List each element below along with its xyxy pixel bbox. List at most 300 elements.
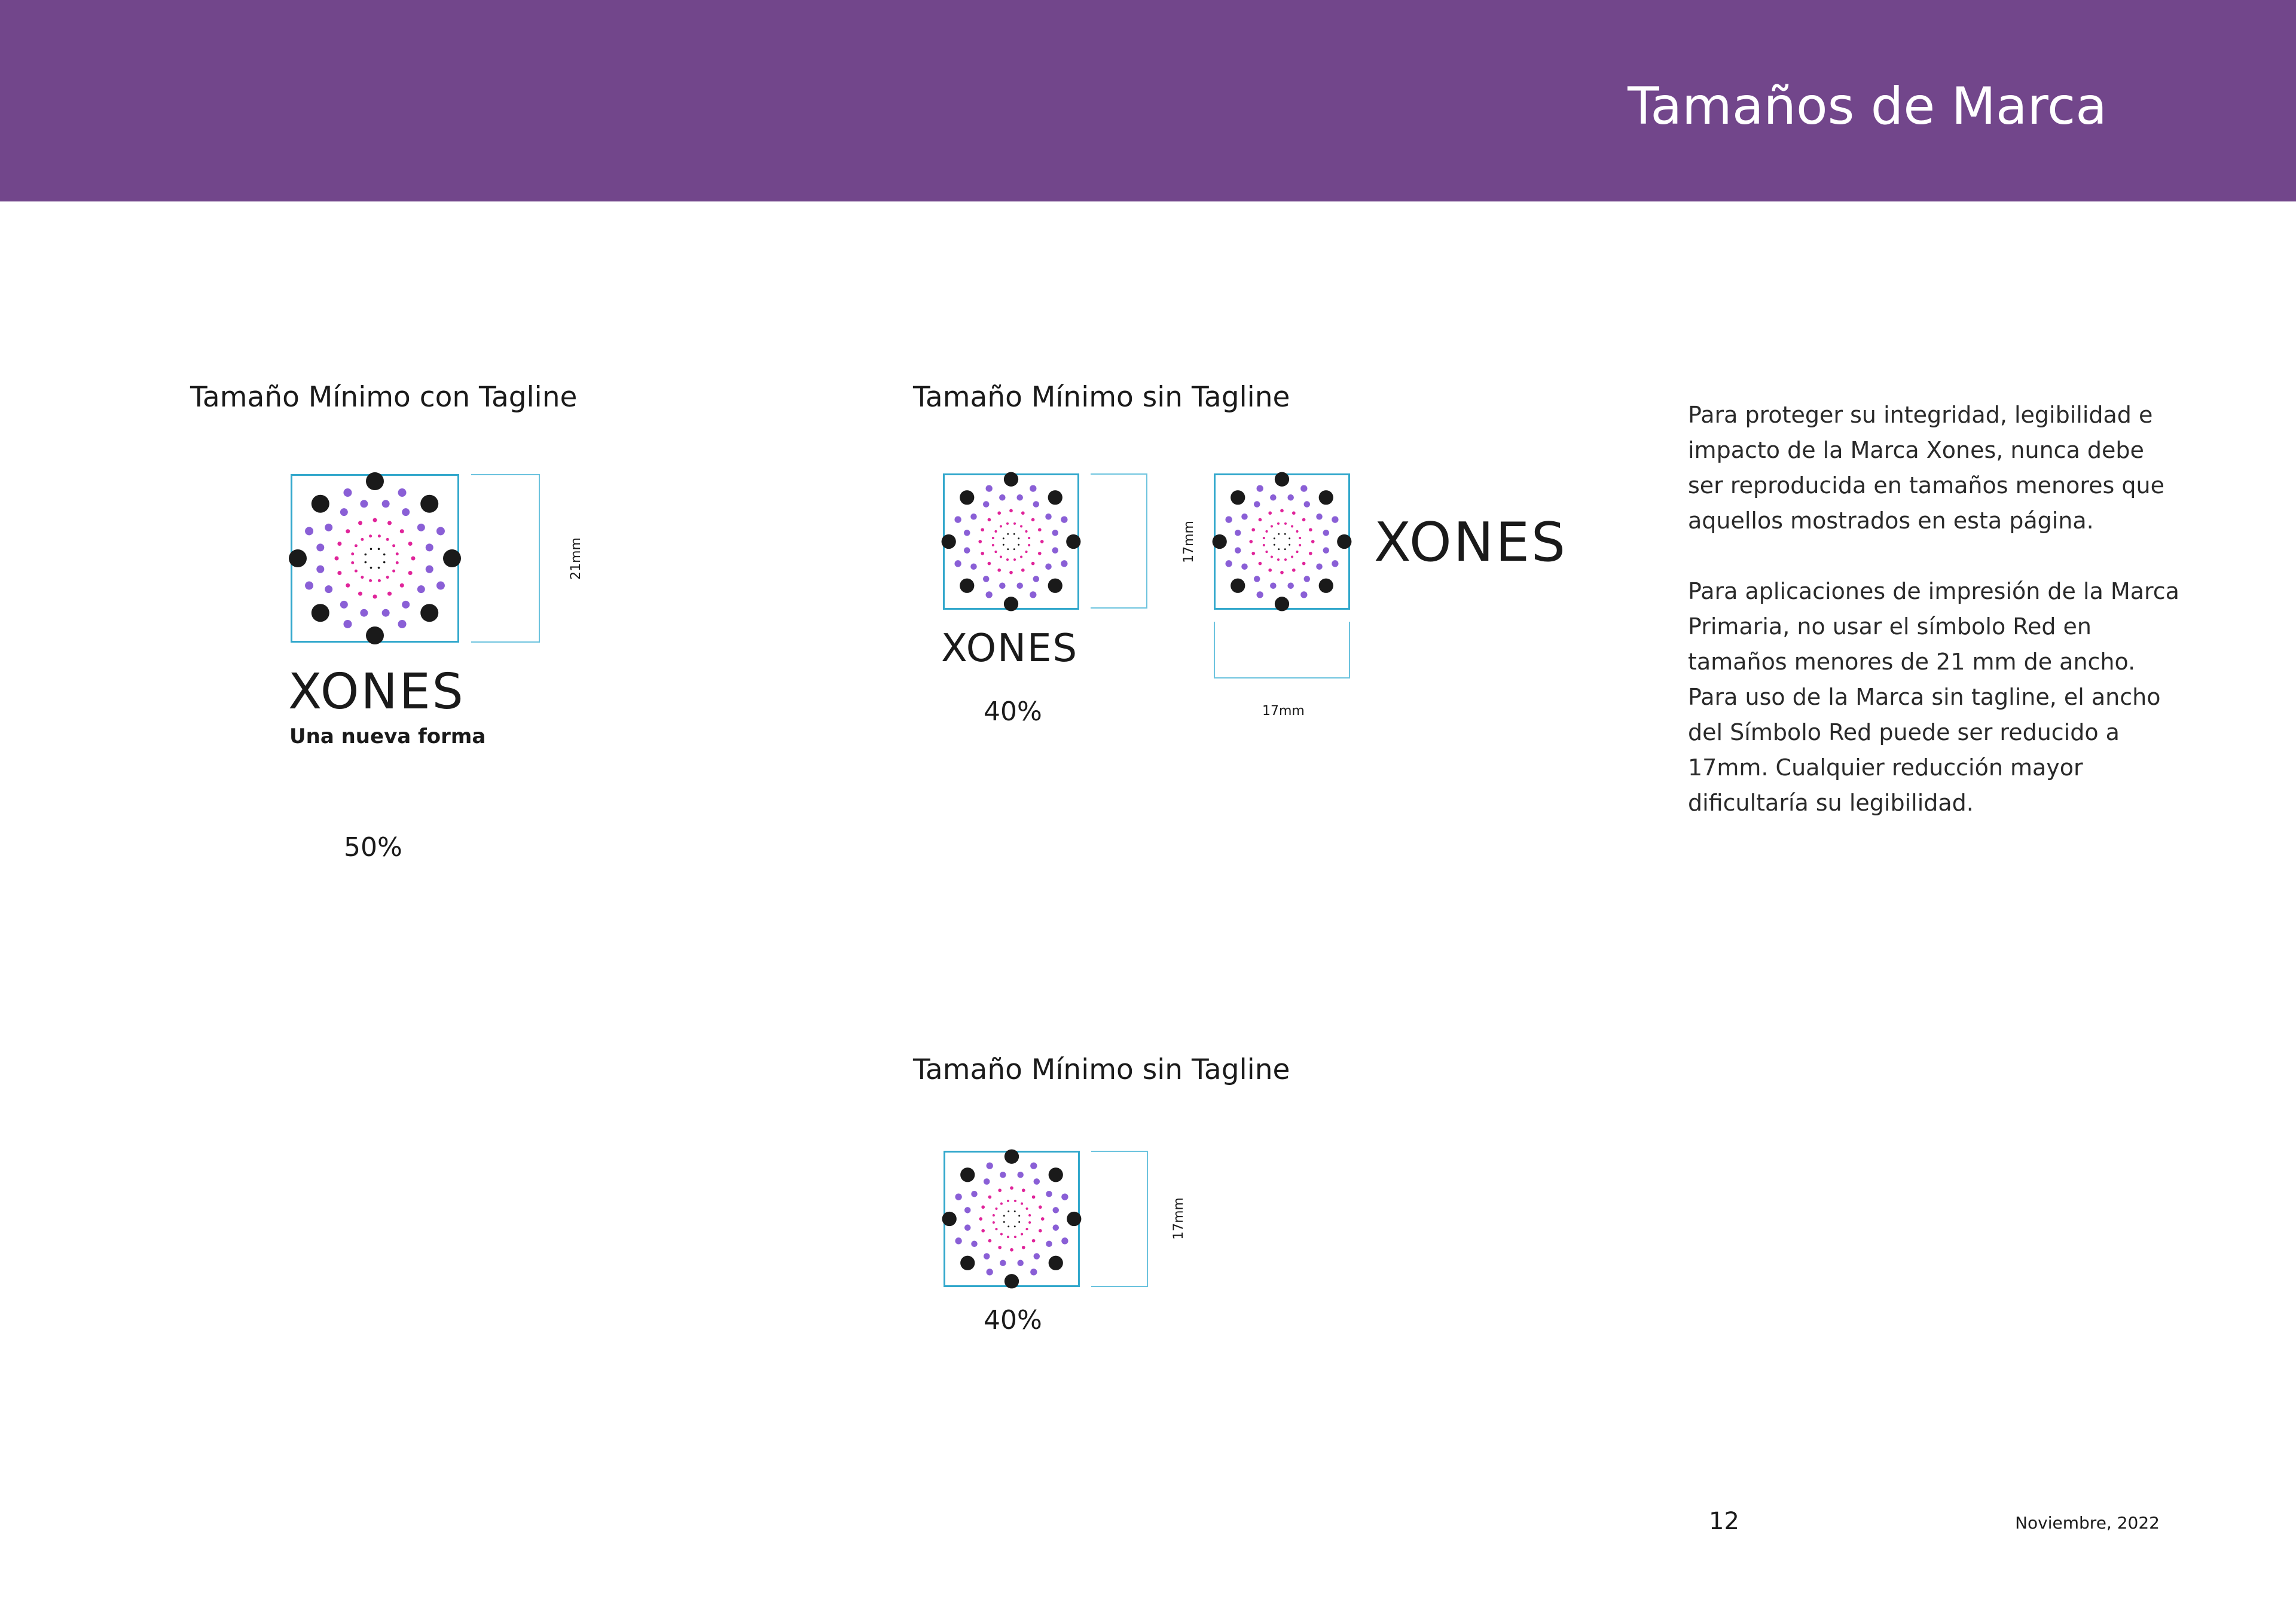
symbol-dot — [400, 583, 404, 588]
symbol-dot — [1257, 485, 1263, 491]
measure-bracket-vertical — [1091, 1151, 1148, 1287]
symbol-dot — [1014, 1200, 1016, 1202]
symbol-dot — [998, 1188, 1002, 1192]
symbol-dot — [984, 1178, 990, 1185]
symbol-dot — [1048, 490, 1062, 505]
symbol-dot — [426, 543, 433, 551]
red-symbol — [291, 474, 459, 643]
symbol-dot — [1041, 1217, 1045, 1221]
symbol-dot — [1254, 576, 1260, 582]
symbol-dot — [1337, 534, 1351, 549]
symbol-dot — [1296, 551, 1299, 553]
symbol-dot — [402, 601, 410, 609]
measure-label-17mm: 17mm — [1171, 1197, 1186, 1240]
symbol-dot — [335, 557, 339, 561]
symbol-dot — [1000, 1172, 1006, 1178]
symbol-dot — [1323, 530, 1329, 536]
symbol-dot — [1299, 544, 1301, 546]
symbol-dot — [1025, 530, 1028, 533]
symbol-dot — [971, 1191, 978, 1197]
symbol-dot — [436, 527, 445, 535]
symbol-dot — [1049, 1167, 1063, 1182]
symbol-dot — [1004, 597, 1018, 611]
symbol-dot — [443, 549, 461, 567]
symbol-dot — [999, 582, 1006, 589]
section-title-con-tagline: Tamaño Mínimo con Tagline — [190, 381, 578, 414]
footer-date: Noviembre, 2022 — [2015, 1513, 2160, 1533]
symbol-dot — [988, 518, 991, 522]
symbol-dot — [1028, 544, 1030, 546]
symbol-dot — [1311, 540, 1315, 543]
symbol-dot — [337, 571, 341, 575]
symbol-dot — [1016, 494, 1023, 501]
symbol-dot — [1025, 551, 1028, 553]
symbol-dot — [289, 549, 307, 567]
symbol-dot — [993, 1214, 995, 1217]
symbol-dot — [1225, 516, 1232, 523]
page-number: 12 — [1709, 1508, 1739, 1535]
symbol-dot — [1003, 544, 1004, 546]
symbol-dot — [1265, 551, 1268, 553]
symbol-dot — [1032, 1239, 1036, 1243]
symbol-dot — [997, 511, 1001, 515]
symbol-dot — [398, 488, 407, 497]
symbol-dot — [981, 552, 984, 555]
symbol-dot — [426, 566, 433, 573]
symbol-dot — [364, 561, 367, 564]
symbol-dot — [1280, 571, 1284, 574]
symbol-dot — [1259, 562, 1262, 566]
symbol-dot — [1300, 591, 1307, 598]
measure-label-17mm-vertical: 17mm — [1181, 521, 1196, 563]
symbol-dot — [1021, 511, 1025, 515]
symbol-dot — [1000, 556, 1002, 558]
symbol-dot — [1235, 547, 1241, 554]
symbol-dot — [1010, 1186, 1013, 1190]
symbol-dot — [383, 554, 386, 556]
symbol-dot — [997, 568, 1001, 572]
description-paragraph: Para aplicaciones de impresión de la Marca Primaria, no usar el símbolo Red en tamaños menores de 21 mm de ancho. Para uso de la Marca sin tagline, el ancho del Símbolo Red puede ser reducido a 17mm. Cualquier reducción mayor dificultaría su legibilidad. — [1688, 578, 2179, 816]
symbol-dot — [1007, 533, 1009, 535]
symbol-dot — [360, 609, 368, 617]
symbol-dot — [382, 500, 390, 508]
symbol-dot — [1323, 547, 1329, 554]
symbol-dot — [999, 494, 1006, 501]
symbol-dot — [1263, 537, 1265, 539]
symbol-dot — [343, 488, 352, 497]
symbol-dot — [1291, 525, 1293, 527]
symbol-dot — [1000, 1233, 1003, 1236]
symbol-dot — [1004, 1274, 1019, 1288]
wordmark: XONES — [288, 664, 465, 720]
section-title-sin-tagline: Tamaño Mínimo sin Tagline — [913, 381, 1290, 414]
symbol-dot — [1231, 490, 1245, 505]
symbol-dot — [1292, 568, 1296, 572]
symbol-dot — [1004, 472, 1018, 487]
symbol-dot — [340, 508, 348, 516]
symbol-dot — [993, 1221, 995, 1224]
symbol-dot — [1061, 516, 1067, 523]
symbol-dot — [1045, 564, 1052, 570]
symbol-dot — [1275, 597, 1289, 611]
symbol-dot — [1020, 556, 1022, 558]
symbol-dot — [1066, 534, 1080, 549]
symbol-dot — [305, 582, 313, 590]
symbol-dot — [960, 490, 974, 505]
symbol-dot — [1241, 514, 1248, 520]
symbol-dot — [402, 508, 410, 516]
symbol-dot — [1268, 568, 1272, 572]
symbol-dot — [1014, 1225, 1016, 1227]
symbol-dot — [1284, 558, 1287, 561]
symbol-dot — [417, 585, 425, 593]
symbol-dot — [373, 595, 377, 599]
symbol-dot — [960, 579, 974, 593]
symbol-dot — [1052, 1224, 1059, 1231]
symbol-dot — [1013, 548, 1015, 550]
symbol-dot — [1033, 501, 1040, 508]
symbol-dot — [1003, 1215, 1005, 1217]
symbol-dot — [1018, 544, 1019, 546]
symbol-dot — [955, 1237, 961, 1244]
symbol-dot — [986, 591, 993, 598]
symbol-dot — [378, 579, 381, 582]
symbol-dot — [1300, 485, 1307, 491]
wordmark-small: XONES — [941, 626, 1079, 671]
symbol-dot — [361, 576, 364, 579]
symbol-dot — [1013, 533, 1015, 535]
symbol-dot — [984, 1253, 990, 1260]
symbol-dot — [1067, 1212, 1081, 1226]
symbol-dot — [1263, 544, 1265, 546]
symbol-dot — [1241, 564, 1248, 570]
symbol-dot — [355, 544, 358, 547]
tagline: Una nueva forma — [289, 725, 486, 748]
symbol-dot — [420, 495, 438, 513]
symbol-dot — [1014, 1211, 1016, 1212]
symbol-dot — [1018, 537, 1019, 539]
symbol-dot — [1052, 547, 1058, 554]
symbol-dot — [1319, 490, 1333, 505]
symbol-dot — [1332, 516, 1338, 523]
symbol-dot — [960, 1167, 975, 1182]
symbol-dot — [420, 604, 438, 622]
symbol-dot — [370, 548, 373, 550]
symbol-dot — [1039, 1229, 1042, 1233]
symbol-dot — [1302, 562, 1306, 566]
symbol-dot — [1033, 576, 1040, 582]
symbol-dot — [987, 1162, 993, 1169]
symbol-dot — [964, 1224, 971, 1231]
symbol-dot — [1304, 576, 1311, 582]
symbol-dot — [1270, 494, 1277, 501]
symbol-dot — [1014, 1236, 1016, 1238]
measure-bracket-vertical — [471, 474, 540, 643]
symbol-dot — [386, 576, 389, 579]
symbol-dot — [369, 534, 372, 537]
symbol-dot — [970, 564, 977, 570]
symbol-dot — [1048, 579, 1062, 593]
symbol-dot — [1031, 518, 1035, 522]
symbol-dot — [1271, 556, 1273, 558]
symbol-dot — [994, 551, 997, 553]
symbol-dot — [392, 544, 395, 547]
symbol-dot — [1030, 591, 1036, 598]
symbol-dot — [1316, 514, 1323, 520]
section-title-sin-tagline-symbol: Tamaño Mínimo sin Tagline — [913, 1053, 1290, 1086]
symbol-dot — [1251, 552, 1255, 555]
scale-percent: 40% — [984, 696, 1042, 727]
symbol-dot — [1038, 552, 1042, 555]
symbol-dot — [971, 1241, 978, 1248]
symbol-dot — [1284, 533, 1286, 535]
symbol-dot — [955, 1194, 961, 1200]
wordmark-large: XONES — [1374, 511, 1568, 574]
symbol-dot — [1277, 522, 1280, 525]
symbol-dot — [360, 500, 368, 508]
symbol-dot — [1289, 537, 1290, 539]
symbol-dot — [1231, 579, 1245, 593]
symbol-dot — [987, 1269, 993, 1275]
symbol-dot — [1000, 1260, 1006, 1266]
symbol-dot — [1028, 1221, 1031, 1224]
measure-label-17mm-horizontal: 17mm — [1262, 704, 1305, 719]
symbol-dot — [1021, 1233, 1023, 1236]
symbol-dot — [1270, 582, 1277, 589]
symbol-dot — [387, 521, 392, 525]
symbol-dot — [369, 579, 372, 582]
header-bar — [0, 0, 2296, 201]
symbol-dot — [1309, 528, 1312, 531]
symbol-dot — [1287, 494, 1294, 501]
symbol-dot — [1316, 564, 1323, 570]
symbol-dot — [325, 585, 332, 593]
symbol-dot — [1284, 548, 1286, 550]
symbol-dot — [942, 1212, 957, 1226]
symbol-dot — [1296, 530, 1299, 533]
symbol-dot — [325, 524, 332, 531]
symbol-dot — [1026, 1208, 1028, 1210]
symbol-dot — [979, 1217, 982, 1221]
symbol-dot — [1291, 556, 1293, 558]
symbol-dot — [396, 552, 399, 555]
symbol-dot — [1017, 1172, 1024, 1178]
red-symbol — [943, 473, 1079, 610]
symbol-dot — [364, 554, 367, 556]
symbol-dot — [378, 548, 380, 550]
symbol-dot — [1280, 509, 1284, 512]
symbol-dot — [1010, 1248, 1013, 1252]
symbol-dot — [386, 538, 389, 541]
symbol-dot — [373, 518, 377, 522]
symbol-dot — [1031, 562, 1035, 566]
red-symbol-graphic — [944, 1151, 1080, 1287]
symbol-dot — [1034, 1178, 1040, 1185]
symbol-dot — [351, 552, 354, 555]
symbol-dot — [986, 485, 993, 491]
symbol-dot — [995, 1208, 997, 1210]
symbol-dot — [1040, 540, 1044, 543]
symbol-dot — [1277, 558, 1280, 561]
symbol-dot — [312, 495, 329, 513]
symbol-dot — [346, 583, 350, 588]
symbol-dot — [1061, 1194, 1068, 1200]
symbol-dot — [366, 472, 384, 490]
symbol-dot — [981, 528, 984, 531]
symbol-dot — [1009, 509, 1013, 512]
symbol-dot — [988, 1239, 992, 1243]
symbol-dot — [382, 609, 390, 617]
symbol-dot — [378, 567, 380, 569]
scale-percent: 40% — [984, 1305, 1042, 1335]
symbol-dot — [358, 521, 362, 525]
symbol-dot — [1000, 1202, 1003, 1205]
symbol-dot — [1332, 560, 1338, 567]
symbol-dot — [983, 576, 990, 582]
symbol-dot — [1018, 1221, 1020, 1223]
symbol-dot — [1259, 518, 1262, 522]
symbol-dot — [981, 1229, 985, 1233]
symbol-dot — [1309, 552, 1312, 555]
symbol-dot — [1271, 525, 1273, 527]
symbol-dot — [942, 534, 956, 549]
symbol-dot — [378, 534, 381, 537]
symbol-dot — [1016, 582, 1023, 589]
symbol-dot — [1006, 558, 1009, 561]
symbol-dot — [964, 530, 970, 536]
symbol-dot — [994, 530, 997, 533]
symbol-dot — [1046, 1241, 1052, 1248]
symbol-dot — [1061, 560, 1067, 567]
symbol-dot — [1299, 537, 1301, 539]
symbol-dot — [343, 620, 352, 628]
symbol-dot — [1003, 1221, 1005, 1223]
symbol-dot — [1021, 1202, 1023, 1205]
symbol-dot — [392, 570, 395, 573]
symbol-dot — [1249, 540, 1253, 543]
symbol-dot — [1018, 1215, 1020, 1217]
symbol-dot — [1278, 533, 1280, 535]
red-symbol — [1214, 473, 1350, 610]
symbol-dot — [366, 626, 384, 644]
symbol-dot — [988, 562, 991, 566]
symbol-dot — [1007, 1236, 1009, 1238]
symbol-dot — [1022, 1188, 1025, 1192]
symbol-dot — [964, 547, 970, 554]
symbol-dot — [398, 620, 407, 628]
symbol-dot — [1302, 518, 1306, 522]
symbol-dot — [1274, 544, 1275, 546]
description-text — [1688, 398, 2184, 856]
symbol-dot — [1225, 560, 1232, 567]
symbol-dot — [954, 560, 961, 567]
symbol-dot — [316, 566, 324, 573]
symbol-dot — [1007, 1225, 1009, 1227]
symbol-dot — [1274, 537, 1275, 539]
symbol-dot — [305, 527, 313, 535]
symbol-dot — [383, 561, 386, 564]
symbol-dot — [1013, 522, 1016, 525]
symbol-dot — [960, 1256, 975, 1270]
symbol-dot — [978, 540, 982, 543]
symbol-dot — [1268, 511, 1272, 515]
symbol-dot — [954, 516, 961, 523]
symbol-dot — [316, 543, 324, 551]
symbol-dot — [1030, 485, 1036, 491]
symbol-dot — [417, 524, 425, 531]
symbol-dot — [1009, 571, 1013, 574]
symbol-dot — [1034, 1253, 1040, 1260]
symbol-dot — [1275, 472, 1289, 487]
measure-bracket-vertical — [1091, 473, 1147, 609]
symbol-dot — [1052, 1207, 1059, 1214]
symbol-dot — [387, 592, 392, 596]
symbol-dot — [396, 561, 399, 564]
symbol-dot — [346, 529, 350, 533]
red-symbol — [944, 1151, 1080, 1287]
symbol-dot — [1007, 548, 1009, 550]
red-symbol-graphic — [943, 473, 1079, 610]
symbol-dot — [1289, 544, 1290, 546]
symbol-dot — [1026, 1228, 1028, 1230]
description-paragraph: Para proteger su integridad, legibilidad e impacto de la Marca Xones, nunca debe ser reproducida en tamaños menores que aquellos mostrados en esta página. — [1688, 402, 2164, 534]
symbol-dot — [970, 514, 977, 520]
symbol-dot — [995, 1228, 997, 1230]
symbol-dot — [1017, 1260, 1024, 1266]
symbol-dot — [1292, 511, 1296, 515]
symbol-dot — [1028, 1214, 1031, 1217]
red-symbol-graphic — [291, 474, 459, 643]
symbol-dot — [1284, 522, 1287, 525]
symbol-dot — [1257, 591, 1263, 598]
symbol-dot — [1030, 1269, 1037, 1275]
symbol-dot — [1319, 579, 1333, 593]
symbol-dot — [1007, 1211, 1009, 1212]
symbol-dot — [983, 501, 990, 508]
symbol-dot — [1049, 1256, 1063, 1270]
symbol-dot — [1213, 534, 1227, 549]
page-title: Tamaños de Marca — [1628, 77, 2107, 136]
symbol-dot — [411, 557, 416, 561]
symbol-dot — [1254, 501, 1260, 508]
symbol-dot — [981, 1205, 985, 1209]
symbol-dot — [408, 571, 413, 575]
symbol-dot — [361, 538, 364, 541]
symbol-dot — [998, 1246, 1002, 1249]
symbol-dot — [408, 542, 413, 546]
symbol-dot — [1251, 528, 1255, 531]
measure-label-21mm: 21mm — [568, 537, 584, 580]
symbol-dot — [355, 570, 358, 573]
symbol-dot — [1278, 548, 1280, 550]
symbol-dot — [1046, 1191, 1052, 1197]
symbol-dot — [1004, 1150, 1019, 1164]
symbol-dot — [1000, 525, 1002, 527]
symbol-dot — [1235, 530, 1241, 536]
symbol-dot — [1038, 528, 1042, 531]
scale-percent: 50% — [344, 832, 402, 863]
symbol-dot — [1304, 501, 1311, 508]
symbol-dot — [1020, 525, 1022, 527]
symbol-dot — [436, 582, 445, 590]
symbol-dot — [400, 529, 404, 533]
symbol-dot — [1013, 558, 1016, 561]
red-symbol-graphic — [1214, 473, 1350, 610]
symbol-dot — [1052, 530, 1058, 536]
symbol-dot — [1039, 1205, 1042, 1209]
symbol-dot — [1061, 1237, 1068, 1244]
symbol-dot — [370, 567, 373, 569]
